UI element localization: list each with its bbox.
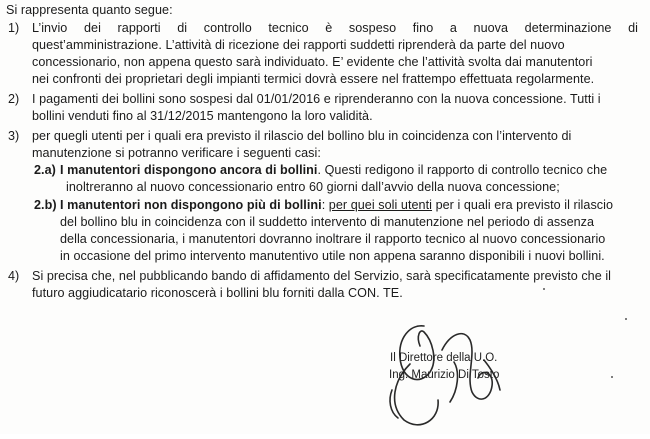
item-4-number: 4): [8, 269, 20, 283]
subitem-2a-line-1: [60, 162, 607, 178]
signature-block: [380, 320, 570, 434]
item-4-line-1: Si precisa che, nel pubblicando bando di affidamento del Servizio, sarà specificatamente previsto che il: [32, 269, 612, 283]
subitem-2b-line-4: in occasione del primo intervento manutentivo utile non appena saranno disponibili i nuovi bollini.: [60, 249, 605, 263]
item-2-line-2: bollini venduti fino al 31/12/2015 mantengono la loro validità.: [32, 109, 373, 123]
item-2-line-1: I pagamenti dei bollini sono sospesi dal 01/01/2016 e riprenderanno con la nuova concessione. Tutti i: [32, 92, 601, 106]
intro-text: Si rappresenta quanto segue:: [6, 3, 173, 17]
signature-name: Ing. Maurizio Di Tosto: [389, 369, 500, 381]
signature-title: Il Direttore della U.O.: [390, 352, 498, 364]
subitem-2a-rest: . Questi redigono il rapporto di controllo tecnico che: [317, 163, 608, 177]
scan-speck: [611, 376, 613, 378]
subitem-2a-bold: I manutentori dispongono ancora di bollini: [60, 163, 318, 177]
subitem-2b-label: 2.b): [34, 198, 57, 212]
item-1-line-3: concessionario, non appena questo sarà individuato. E’ evidente che l’attività svolta dai manutentori: [32, 55, 593, 69]
item-1-line-1: L’invio dei rapporti di controllo tecnico è sospeso fino a nuova determinazione di: [32, 21, 638, 35]
item-4-line-2: futuro aggiudicatario riconoscerà i bollini blu forniti dalla CON. TE.: [32, 286, 403, 300]
item-2-number: 2): [8, 92, 20, 106]
item-3-line-1: per quegli utenti per i quali era previsto il rilascio del bollino blu in coincidenza con l’intervento di: [32, 129, 572, 143]
scan-speck: [625, 318, 627, 320]
subitem-2b-bold: I manutentori non dispongono più di bollini: [60, 198, 322, 212]
subitem-2b-line-1: [60, 197, 613, 213]
subitem-2b-line-2: del bollino blu in coincidenza con il suddetto intervento di manutenzione nel periodo di assenza: [60, 215, 595, 229]
subitem-2b-sep: :: [321, 198, 329, 212]
item-3-number: 3): [8, 129, 20, 143]
subitem-2b-rest: per i quali era previsto il rilascio: [432, 198, 614, 212]
scan-speck: [543, 288, 545, 290]
item-3-line-2: manutenzione si potranno verificare i seguenti casi:: [32, 146, 321, 160]
subitem-2b-line-3: della concessionaria, i manutentori dovranno inoltrare il rapporto tecnico al nuovo concessionario: [60, 232, 606, 246]
subitem-2b-underlined: per quei soli utenti: [328, 198, 433, 212]
item-1-line-4: nei confronti dei proprietari degli impianti termici dovrà essere nel frattempo effettuata regolarmente.: [32, 72, 595, 86]
item-1-number: 1): [8, 21, 20, 35]
subitem-2a-label: 2.a): [34, 163, 56, 177]
subitem-2a-line-2: inoltreranno al nuovo concessionario entro 60 giorni dall’avvio della nuova concessione;: [66, 180, 560, 194]
item-1-line-2: quest’amministrazione. L’attività di ricezione dei rapporti suddetti riprenderà da parte del nuovo: [32, 38, 565, 52]
